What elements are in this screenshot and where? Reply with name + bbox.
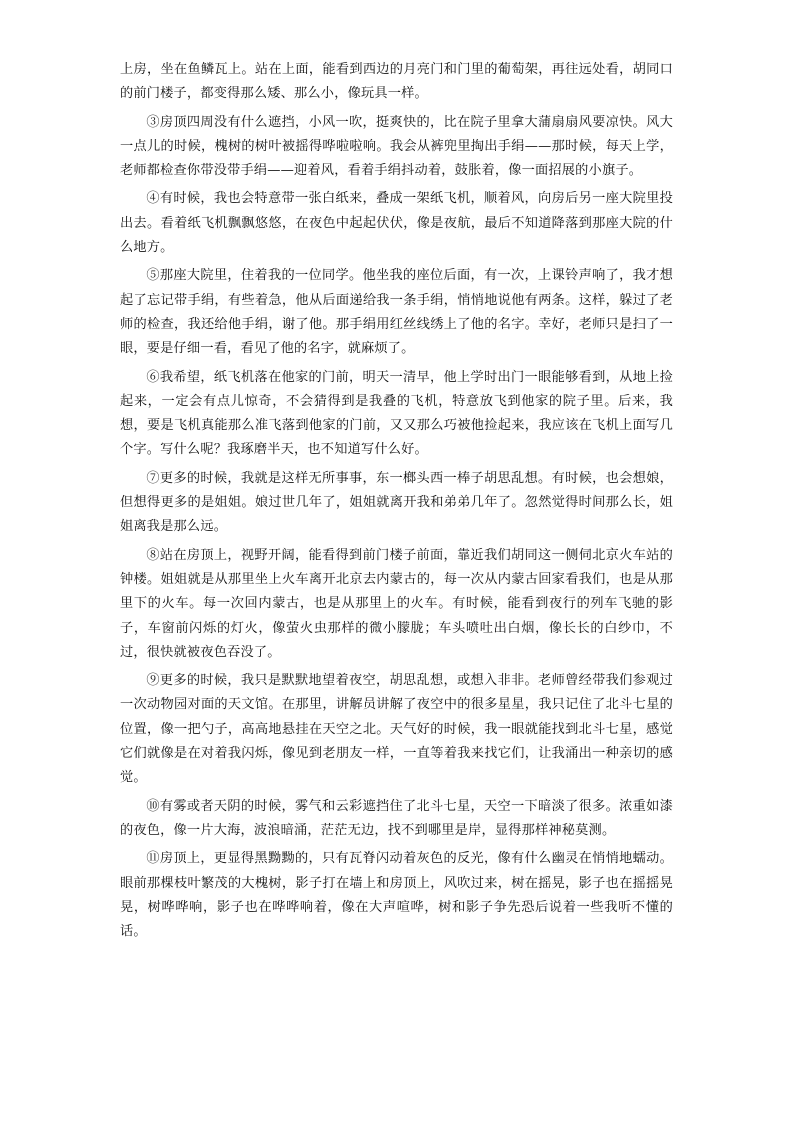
paragraph-11: ⑪房顶上，更显得黑黝黝的，只有瓦脊闪动着灰色的反光，像有什么幽灵在悄悄地蠕动。眼前那棵枝叶繁茂的大槐树，影子打在墙上和房顶上，风吹过来，树在摇晃，影子也在摇摇晃晃，树哗哗响，影子也在哗哗响着，像在大声喧哗，树和影子争先恐后说着一些我听不懂的话。	[120, 851, 673, 940]
paragraph-4: ④有时候，我也会特意带一张白纸来，叠成一架纸飞机，顺着风，向房后另一座大院里投出去。看着纸飞机飘飘悠悠，在夜色中起起伏伏，像是夜航，最后不知道降落到那座大院的什么地方。	[120, 191, 673, 256]
paragraph-6: ⑥我希望，纸飞机落在他家的门前，明天一清早，他上学时出门一眼能够看到，从地上捡起来，一定会有点儿惊奇，不会猜得到是我叠的飞机，特意放飞到他家的院子里。后来，我想，要是飞机真能那么准飞落到他家的门前，又又那么巧被他捡起来，我应该在飞机上面写几个字。写什么呢？我琢磨半天，也不知道写什么好。	[120, 369, 673, 458]
paragraph-8: ⑧站在房顶上，视野开阔，能看得到前门楼子前面，靠近我们胡同这一侧伺北京火车站的钟楼。姐姐就是从那里坐上火车离开北京去内蒙古的，每一次从内蒙古回家看我们，也是从那里下的火车。每一次回内蒙古，也是从那里上的火车。有时候，能看到夜行的列车飞驰的影子，车窗前闪烁的灯火，像萤火虫那样的微小朦胧；车头喷吐出白烟，像长长的白纱巾，不过，很快就被夜色吞没了。	[120, 547, 673, 660]
paragraph-7: ⑦更多的时候，我就是这样无所事事，东一榔头西一棒子胡思乱想。有时候，也会想娘，但想得更多的是姐姐。娘过世几年了，姐姐就离开我和弟弟几年了。忽然觉得时间那么长，姐姐离我是那么远。	[120, 470, 673, 535]
paragraph-5: ⑤那座大院里，住着我的一位同学。他坐我的座位后面，有一次，上课铃声响了，我才想起了忘记带手绢，有些着急，他从后面递给我一条手绢，悄悄地说他有两条。这样，躲过了老师的检查，我还给他手绢，谢了他。那手绢用红丝线绣上了他的名字。幸好，老师只是扫了一眼，要是仔细一看，看见了他的名字，就麻烦了。	[120, 268, 673, 357]
paragraph-continued: 上房，坐在鱼鳞瓦上。站在上面，能看到西边的月亮门和门里的葡萄架，再往远处看，胡同口的前门楼子，都变得那么矮、那么小，像玩具一样。	[120, 62, 673, 102]
article-body	[120, 58, 673, 948]
paragraph-3: ③房顶四周没有什么遮挡，小风一吹，挺爽快的，比在院子里拿大蒲扇扇风要凉快。风大一点儿的时候，槐树的树叶被摇得哗啦啦响。我会从裤兜里掏出手绢——那时候，每天上学，老师都检查你带没带手绢——迎着风，看着手绢抖动着，鼓胀着，像一面招展的小旗子。	[120, 114, 673, 179]
paragraph-9: ⑨更多的时候，我只是默默地望着夜空，胡思乱想，或想入非非。老师曾经带我们参观过一次动物园对面的天文馆。在那里，讲解员讲解了夜空中的很多星星，我只记住了北斗七星的位置，像一把勺子，高高地悬挂在天空之北。天气好的时候，我一眼就能找到北斗七星，感觉它们就像是在对着我闪烁，像见到老朋友一样，一直等着我来找它们，让我涌出一种亲切的感觉。	[120, 673, 673, 786]
paragraph-10: ⑩有雾或者天阴的时候，雾气和云彩遮挡住了北斗七星，天空一下暗淡了很多。浓重如漆的夜色，像一片大海，波浪暗涌，茫茫无边，找不到哪里是岸，显得那样神秘莫测。	[120, 798, 673, 838]
